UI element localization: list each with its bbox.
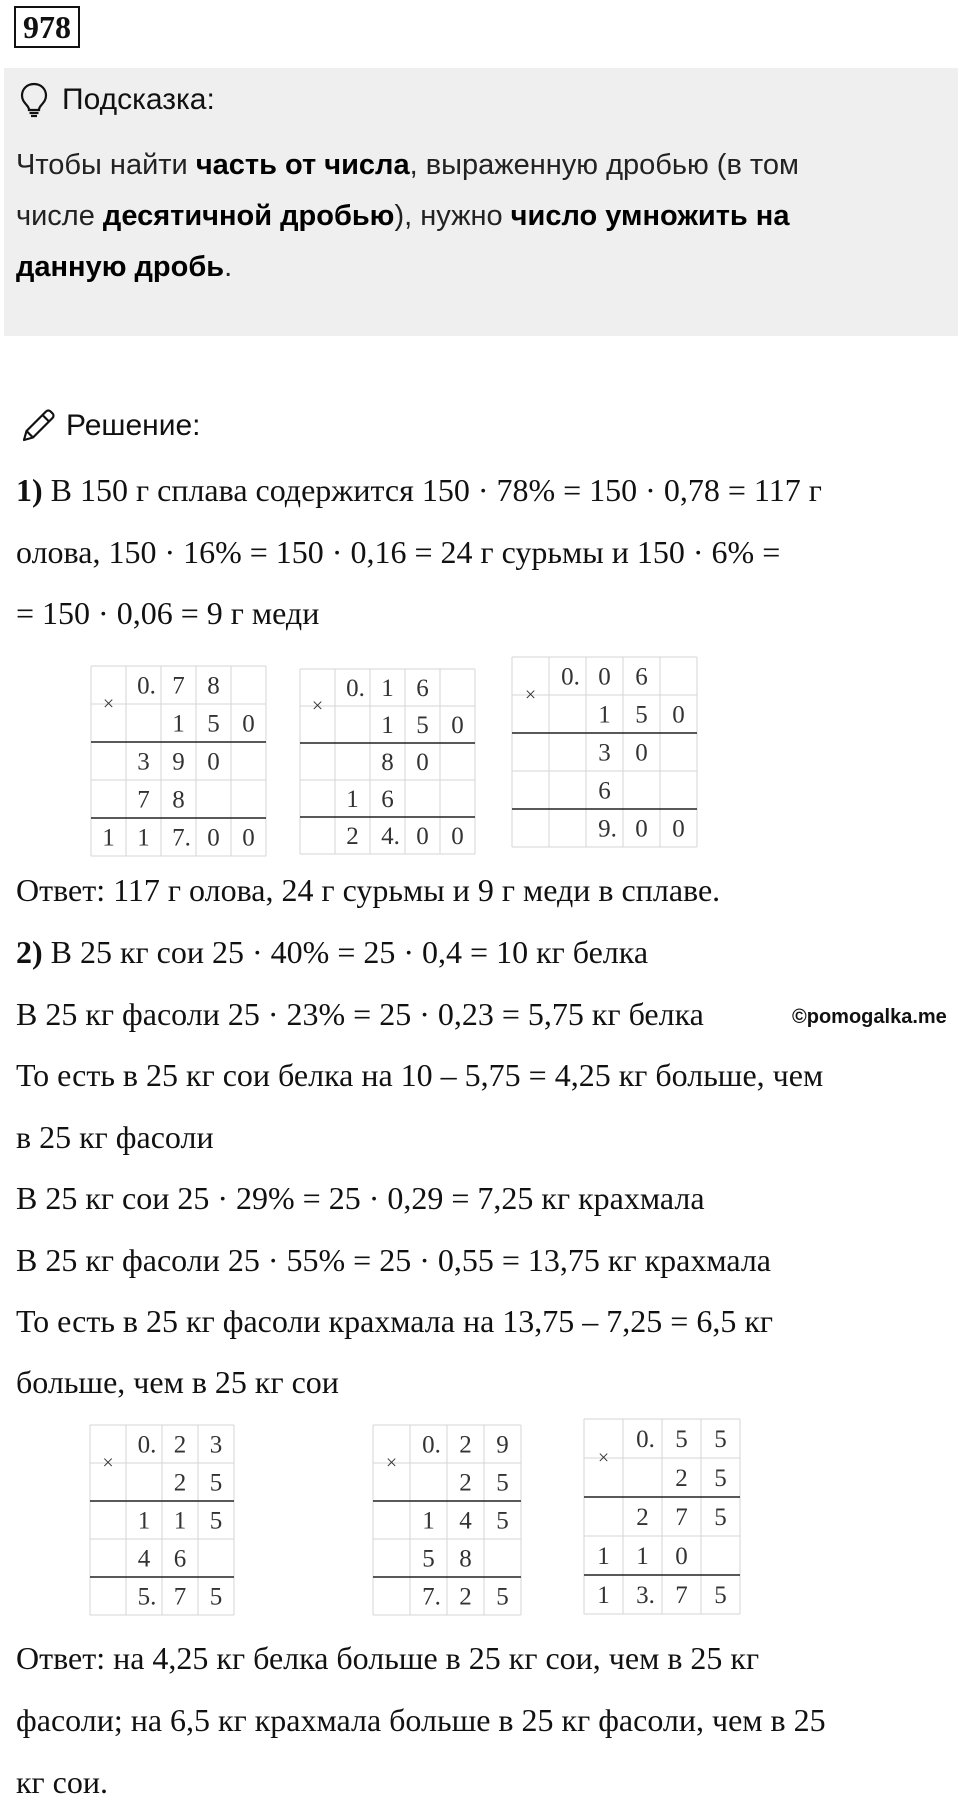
- digit-cell: 7: [675, 1582, 688, 1609]
- text-run: ), нужно: [394, 200, 511, 232]
- text-run: В 150 г сплава содержится 150 · 78% = 150 · 0,78 = 117 г: [42, 472, 822, 508]
- bold-text: 2): [16, 934, 43, 970]
- digit-cell: 2: [675, 1465, 688, 1492]
- digit-cell: 0: [242, 824, 255, 852]
- digit-cell: 0.: [137, 1431, 157, 1459]
- digit-cell: 6: [173, 1545, 187, 1573]
- digit-cell: 5: [209, 1583, 223, 1611]
- digit-cell: 6: [598, 777, 611, 805]
- bold-text: 1): [16, 472, 43, 508]
- digit-cell: 0.: [636, 1426, 655, 1453]
- text-run: Чтобы найти: [16, 149, 196, 181]
- solution-line: [16, 470, 951, 510]
- solution-line: [16, 1362, 951, 1402]
- digit-cell: 0: [451, 823, 464, 850]
- digit-cell: 1: [597, 1543, 610, 1570]
- text-run: В 25 кг фасоли 25 · 55% = 25 · 0,55 = 13,75 кг крахмала: [16, 1242, 771, 1278]
- text-run: , выраженную дробью (в том: [409, 149, 799, 181]
- solution-line: [16, 1055, 951, 1095]
- digit-cell: 2: [346, 823, 359, 850]
- digit-cell: 4: [459, 1507, 472, 1535]
- digit-cell: 3: [137, 748, 150, 776]
- digit-cell: 8: [381, 749, 394, 776]
- digit-cell: 5: [209, 1507, 223, 1535]
- multiply-sign: ×: [597, 1447, 610, 1469]
- digit-cell: 5: [714, 1504, 727, 1531]
- digit-cell: 1: [381, 712, 394, 739]
- digit-cell: 1: [346, 786, 359, 813]
- multiplication-table: [583, 1418, 741, 1615]
- digit-cell: 1: [381, 675, 394, 702]
- digit-cell: 9.: [598, 815, 617, 843]
- multiply-sign: ×: [102, 1452, 114, 1474]
- digit-cell: 2: [459, 1469, 472, 1497]
- multiplication-grid: [299, 668, 476, 855]
- digit-cell: 6: [381, 786, 394, 813]
- digit-cell: 3.: [636, 1582, 655, 1609]
- multiply-sign: ×: [102, 693, 115, 715]
- digit-cell: 1: [598, 701, 611, 729]
- text-run: кг сои.: [16, 1764, 108, 1800]
- digit-cell: 6: [416, 675, 429, 702]
- digit-cell: 1: [597, 1582, 610, 1609]
- digit-cell: 5: [209, 1469, 223, 1497]
- hint-line: [16, 191, 936, 242]
- digit-cell: 7.: [172, 824, 191, 852]
- digit-cell: 7: [675, 1504, 688, 1531]
- digit-cell: 0: [207, 748, 220, 776]
- multiply-sign: ×: [524, 684, 537, 706]
- multiplication-table: [299, 668, 476, 855]
- digit-cell: 2: [459, 1583, 472, 1611]
- digit-cell: 0: [635, 815, 648, 843]
- digit-cell: 2: [173, 1469, 187, 1497]
- digit-cell: 5.: [137, 1583, 157, 1611]
- digit-cell: 0.: [422, 1431, 441, 1459]
- text-run: То есть в 25 кг фасоли крахмала на 13,75 – 7,25 = 6,5 кг: [16, 1303, 773, 1339]
- digit-cell: 8: [459, 1545, 472, 1573]
- digit-cell: 0: [598, 663, 611, 691]
- multiplication-grid: [89, 1424, 235, 1616]
- digit-cell: 0.: [346, 675, 365, 702]
- digit-cell: 1: [172, 710, 185, 738]
- digit-cell: 6: [635, 663, 648, 691]
- multiplication-grid: [511, 656, 698, 848]
- digit-cell: 2: [459, 1431, 472, 1459]
- digit-cell: 9: [496, 1431, 509, 1459]
- digit-cell: 0.: [561, 663, 580, 691]
- digit-cell: 0: [242, 710, 255, 738]
- solution-line: [16, 1178, 951, 1218]
- text-run: В 25 кг сои 25 · 29% = 25 · 0,29 = 7,25 кг крахмала: [16, 1180, 705, 1216]
- digit-cell: 1: [173, 1507, 187, 1535]
- multiplication-table: [90, 665, 267, 857]
- text-run: олова, 150 · 16% = 150 · 0,16 = 24 г сурьмы и 150 · 6% =: [16, 534, 781, 570]
- hint-text: [16, 140, 936, 293]
- digit-cell: 4.: [381, 823, 400, 850]
- digit-cell: 3: [209, 1431, 223, 1459]
- bold-text: часть от числа: [195, 149, 410, 181]
- multiply-sign: ×: [311, 695, 324, 717]
- digit-cell: 5: [496, 1507, 509, 1535]
- digit-cell: 5: [207, 710, 220, 738]
- hint-line: [16, 140, 936, 191]
- text-run: больше, чем в 25 кг сои: [16, 1364, 339, 1400]
- digit-cell: 0: [451, 712, 464, 739]
- bold-text: число умножить на: [510, 200, 790, 232]
- text-run: в 25 кг фасоли: [16, 1119, 214, 1155]
- solution-line: [16, 1638, 951, 1678]
- digit-cell: 1: [102, 824, 115, 852]
- digit-cell: 2: [173, 1431, 187, 1459]
- digit-cell: 1: [137, 1507, 151, 1535]
- multiplication-grid: [372, 1424, 522, 1616]
- digit-cell: 1: [636, 1543, 649, 1570]
- multiplication-grid: [90, 665, 267, 857]
- text-run: То есть в 25 кг сои белка на 10 – 5,75 = 4,25 кг больше, чем: [16, 1057, 824, 1093]
- digit-cell: 0: [672, 815, 685, 843]
- digit-cell: 1: [137, 824, 150, 852]
- digit-cell: 7: [173, 1583, 187, 1611]
- digit-cell: 5: [416, 712, 429, 739]
- text-run: фасоли; на 6,5 кг крахмала больше в 25 кг фасоли, чем в 25: [16, 1702, 826, 1738]
- multiplication-table: [89, 1424, 235, 1616]
- digit-cell: 5: [496, 1469, 509, 1497]
- digit-cell: 1: [422, 1507, 435, 1535]
- lightbulb-icon: [20, 82, 48, 118]
- digit-cell: 9: [172, 748, 185, 776]
- digit-cell: 0.: [137, 672, 156, 700]
- digit-cell: 5: [422, 1545, 435, 1573]
- digit-cell: 5: [675, 1426, 688, 1453]
- multiplication-grid: [583, 1418, 741, 1615]
- digit-cell: 5: [496, 1583, 509, 1611]
- text-run: = 150 · 0,06 = 9 г меди: [16, 595, 320, 631]
- solution-line: [16, 593, 951, 633]
- digit-cell: 8: [172, 786, 185, 814]
- digit-cell: 4: [137, 1545, 151, 1573]
- bold-text: десятичной дробью: [102, 200, 395, 232]
- solution-line: [16, 1762, 951, 1802]
- digit-cell: 8: [207, 672, 220, 700]
- bold-text: данную дробь: [16, 251, 225, 283]
- digit-cell: 7: [172, 672, 185, 700]
- solution-line: [16, 932, 951, 972]
- digit-cell: 5: [714, 1465, 727, 1492]
- hint-title: Подсказка:: [62, 83, 215, 116]
- solution-line: [16, 1301, 951, 1341]
- hint-line: [16, 242, 936, 293]
- text-run: В 25 кг сои 25 · 40% = 25 · 0,4 = 10 кг белка: [42, 934, 649, 970]
- digit-cell: 0: [635, 739, 648, 767]
- solution-line: [16, 870, 951, 910]
- solution-header: [18, 404, 200, 448]
- solution-line: [16, 1240, 951, 1280]
- digit-cell: 0: [416, 823, 429, 850]
- text-run: Ответ: 117 г олова, 24 г сурьмы и 9 г меди в сплаве.: [16, 872, 721, 908]
- digit-cell: 0: [416, 749, 429, 776]
- text-run: числе: [16, 200, 103, 232]
- digit-cell: 5: [714, 1426, 727, 1453]
- digit-cell: 7: [137, 786, 150, 814]
- multiplication-table: [511, 656, 698, 848]
- pencil-icon: [18, 406, 58, 446]
- digit-cell: 5: [635, 701, 648, 729]
- solution-line: [16, 532, 951, 572]
- digit-cell: 7.: [422, 1583, 441, 1611]
- digit-cell: 0: [207, 824, 220, 852]
- text-run: Ответ: на 4,25 кг белка больше в 25 кг сои, чем в 25 кг: [16, 1640, 760, 1676]
- digit-cell: 2: [636, 1504, 649, 1531]
- hint-header: [20, 82, 215, 118]
- digit-cell: 3: [598, 739, 611, 767]
- solution-line: [16, 1117, 951, 1157]
- solution-line: [16, 1700, 951, 1740]
- task-number: 978: [14, 6, 80, 48]
- solution-title: Решение:: [66, 409, 201, 442]
- text-run: В 25 кг фасоли 25 · 23% = 25 · 0,23 = 5,75 кг белка: [16, 996, 704, 1032]
- watermark: ©pomogalka.me: [792, 1006, 947, 1028]
- multiplication-table: [372, 1424, 522, 1616]
- digit-cell: 0: [672, 701, 685, 729]
- multiply-sign: ×: [385, 1452, 398, 1474]
- digit-cell: 0: [675, 1543, 688, 1570]
- text-run: .: [224, 251, 233, 283]
- digit-cell: 5: [714, 1582, 727, 1609]
